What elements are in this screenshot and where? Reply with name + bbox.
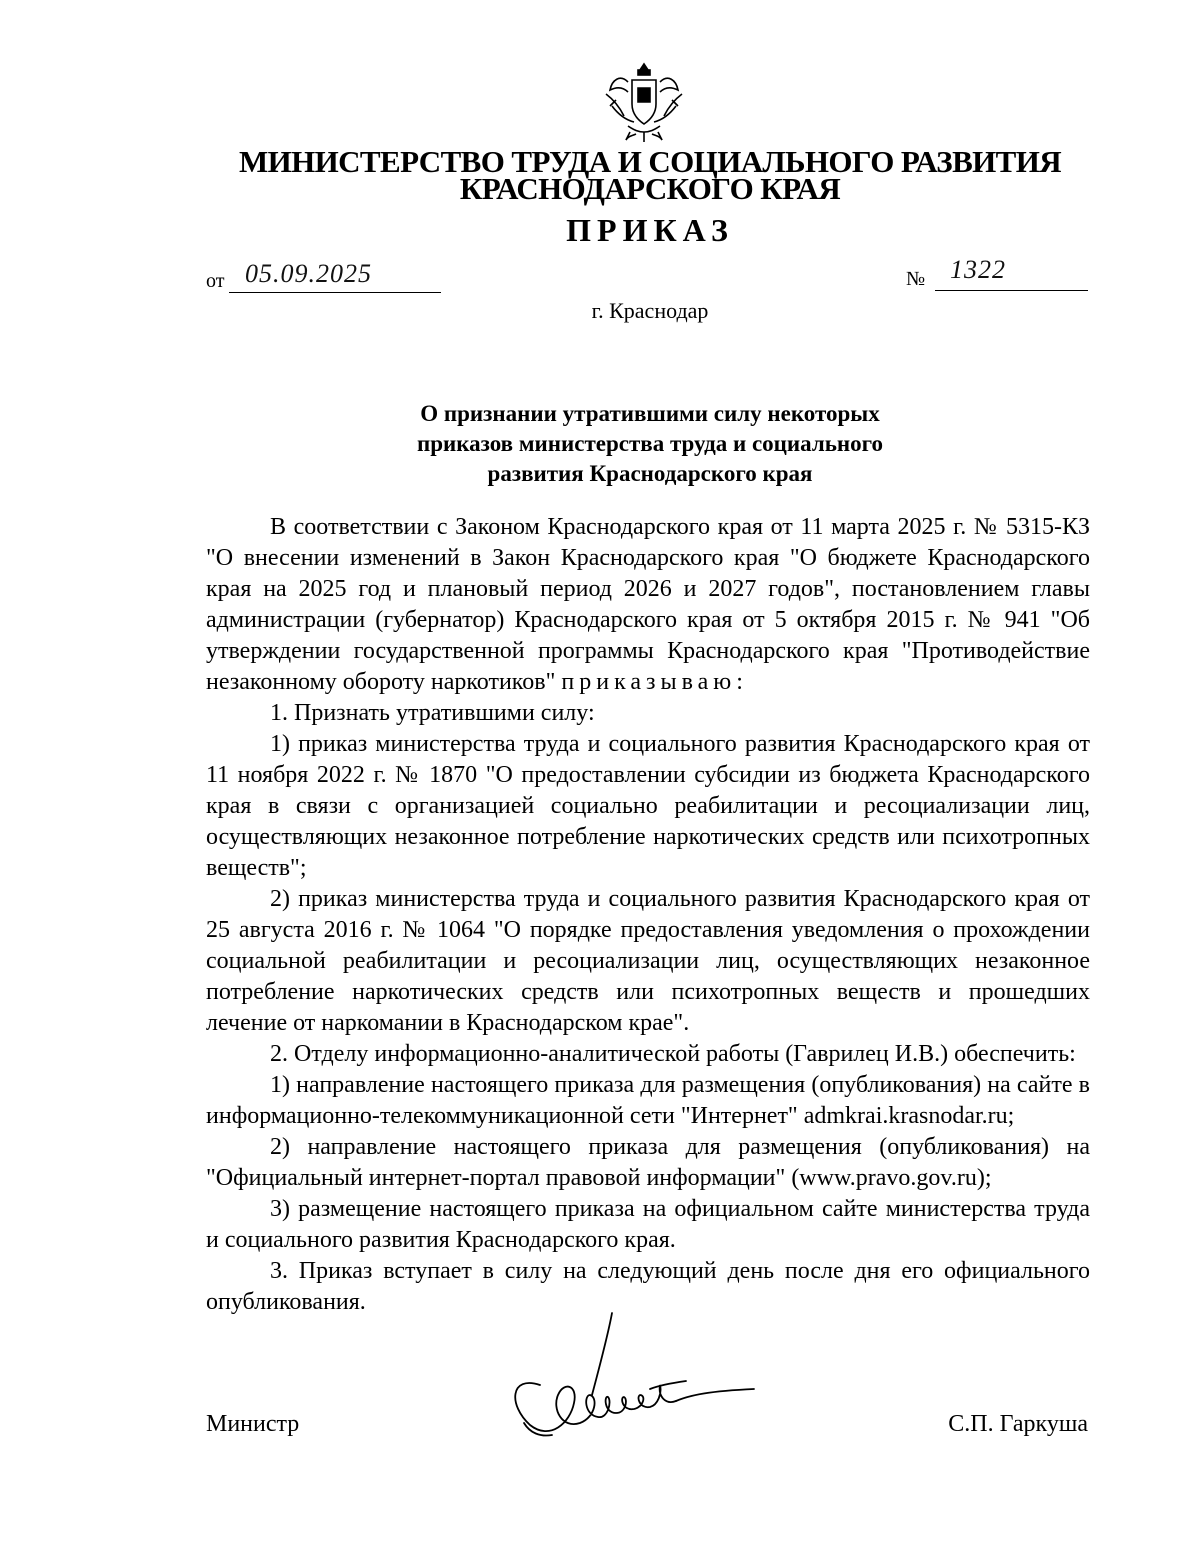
item-2-3: 3) размещение настоящего приказа на официальном сайте министерства труда и социального развития Краснодарского края. bbox=[206, 1196, 1090, 1253]
preamble-paragraph bbox=[206, 512, 1090, 698]
document-body bbox=[206, 512, 1090, 1318]
number-value: 1322 bbox=[950, 255, 1006, 284]
number-underline bbox=[935, 290, 1088, 291]
item-2: 2. Отделу информационно-аналитической работы (Гаврилец И.В.) обеспечить: bbox=[270, 1041, 1076, 1067]
item-1: 1. Признать утратившими силу: bbox=[270, 700, 595, 726]
document-type: ПРИКАЗ bbox=[566, 212, 734, 248]
item-2-2: 2) направление настоящего приказа для размещения (опубликования) на "Официальный интернет-портал правовой информации" (www.pravo.gov.ru); bbox=[206, 1134, 1090, 1191]
title-line2: приказов министерства труда и социального bbox=[416, 431, 884, 456]
date-underline bbox=[229, 292, 441, 293]
order-word: приказываю: bbox=[561, 669, 748, 695]
number-label: № bbox=[906, 268, 926, 290]
title-line1: О признании утратившими силу некоторых bbox=[420, 401, 880, 426]
preamble-text: В соответствии с Законом Краснодарского края от 11 марта 2025 г. № 5315-КЗ "О внесении изменений в Закон Краснодарского края "О бюджете Краснодарского края на 2025 год и плановый период 2026 и 2027 годов", постановлением главы администрации (губернатор) Краснодарского края от 5 октября 2015 г. № 941 "Об утверждении государственной программы Краснодарского края "Противодействие незаконному обороту наркотиков" bbox=[206, 514, 1090, 695]
ministry-name-line1: МИНИСТЕРСТВО ТРУДА И СОЦИАЛЬНОГО РАЗВИТИЯ bbox=[238, 144, 1062, 179]
date-value: 05.09.2025 bbox=[245, 259, 372, 288]
item-1-1: 1) приказ министерства труда и социального развития Краснодарского края от 11 ноября 2022 г. № 1870 "О предоставлении субсидии из бюджета Краснодарского края в связи с организацией социально реабилитации и ресоциализации лиц, осуществляющих незаконное потребление наркотических средств или психотропных веществ"; bbox=[206, 731, 1090, 881]
handwritten-signature-icon bbox=[500, 1305, 770, 1455]
coat-of-arms-icon bbox=[598, 60, 690, 144]
signer-position: Министр bbox=[206, 1411, 300, 1437]
item-2-1: 1) направление настоящего приказа для размещения (опубликования) на сайте в информационно-телекоммуникационной сети "Интернет" admkrai.krasnodar.ru; bbox=[206, 1072, 1090, 1129]
signer-name: С.П. Гаркуша bbox=[948, 1411, 1088, 1437]
item-1-2: 2) приказ министерства труда и социального развития Краснодарского края от 25 августа 2016 г. № 1064 "О порядке предоставления уведомления о прохождении социальной реабилитации и ресоциализации лиц, осуществляющих незаконное потребление наркотических средств или психотропных веществ и прошедших лечение от наркомании в Краснодарском крае". bbox=[206, 886, 1090, 1036]
title-line3: развития Краснодарского края bbox=[487, 461, 813, 486]
date-label: от bbox=[206, 270, 225, 292]
city: г. Краснодар bbox=[591, 298, 709, 323]
item-3: 3. Приказ вступает в силу на следующий день после дня его официального опубликования. bbox=[206, 1258, 1090, 1315]
ministry-name-line2: КРАСНОДАРСКОГО КРАЯ bbox=[459, 171, 841, 206]
